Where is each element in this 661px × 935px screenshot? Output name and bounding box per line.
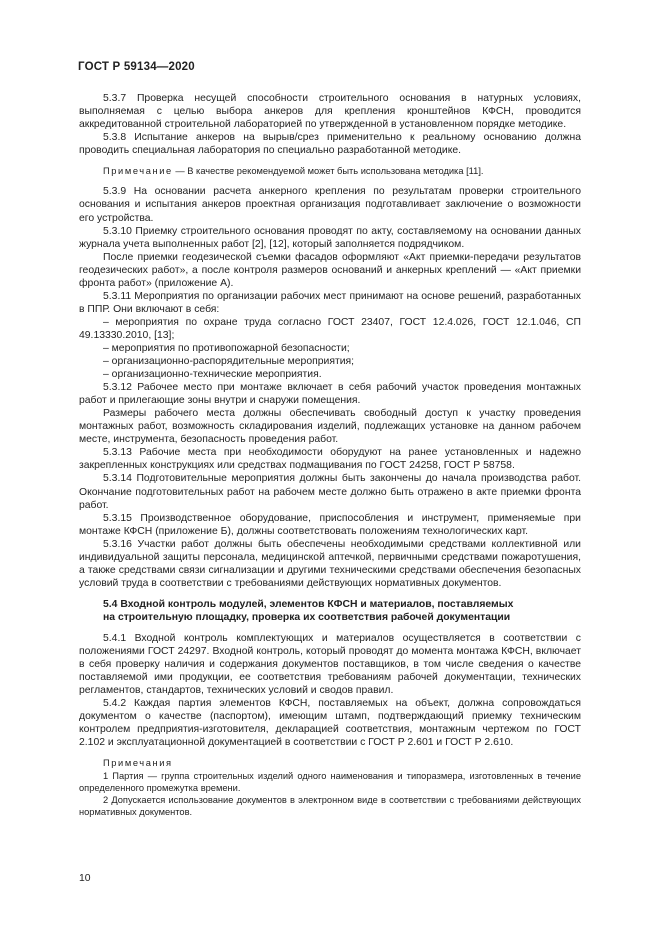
note-item: 2 Допускается использование документов в электронном виде в соответствии с требованиями действующих нормативных документов. [79,795,581,818]
note-5-3-8 [79,165,581,177]
paragraph-5-3-11: 5.3.11 Мероприятия по организации рабочих мест принимают на основе решений, разработанных в ППР. Они включают в себя: [79,290,581,315]
paragraph-5-3-7: 5.3.7 Проверка несущей способности строительного основания в натурных условиях, выполняемая с целью выбора анкеров для крепления кронштейнов КФСН, проводится аккредитованной строительной лабораторией по утвержденной в установленном порядке методике. [79,93,581,131]
paragraph-5-3-12: 5.3.12 Рабочее место при монтаже включает в себя рабочий участок проведения монтажных работ и прилегающие зоны внутри и снаружи помещения. [79,382,581,407]
notes-label: Примечания [103,758,173,769]
paragraph-5-3-12-continued: Размеры рабочего места должны обеспечивать свободный доступ к участку проведения монтажных работ, возможность складирования изделий, подлежащих установке на данном рабочем месте, инструмента, безопасность проведения работ. [79,408,581,446]
list-item: – мероприятия по противопожарной безопасности; [103,343,350,354]
heading-line-1: 5.4 Входной контроль модулей, элементов КФСН и материалов, поставляемых [103,598,514,610]
list-item: – организационно-технические мероприятия. [103,369,322,381]
heading-line-2: на строительную площадку, проверка их соответствия рабочей документации [103,611,511,623]
paragraph-5-4-2: 5.4.2 Каждая партия элементов КФСН, поставляемых на объект, должна сопровождаться документом о качестве (паспортом), имеющим штамп, подтверждающий приемку техническим контролем предприятия-изготовителя, декларацией соответствия, монтажным чертежом по ГОСТ 2.102 и эксплуатационной документацией в соответствии с ГОСТ Р 2.601 и ГОСТ Р 2.610. [79,698,581,749]
paragraph-5-3-16: 5.3.16 Участки работ должны быть обеспечены необходимыми средствами коллективной или индивидуальной защиты персонала, медицинской аптечкой, первичными средствами пожаротушения, а также средствами связи сигнализации и другими техническими средствами обеспечения безопасных условий труда в соответствии с требованиями действующих нормативных документов. [79,538,581,589]
note-text: — В качестве рекомендуемой может быть использована методика [11]. [172,166,484,177]
notes-heading [79,757,581,769]
paragraph-5-3-10: 5.3.10 Приемку строительного основания проводят по акту, составляемому на основании данных журнала учета выполненных работ [2], [12], который заполняется подрядчиком. [79,225,581,250]
paragraph-5-3-10-continued: После приемки геодезической съемки фасадов оформляют «Акт приемки-передачи результатов геодезических работ», а после контроля размеров оснований и анкерных креплений — «Акт приемки фронта работ» (приложение А). [79,251,581,289]
paragraph-5-3-15: 5.3.15 Производственное оборудование, приспособления и инструмент, применяемые при монтаже КФСН (приложение Б), должны соответствовать положениям технологических карт. [79,512,581,537]
list-item: – организационно-распорядительные мероприятия; [103,356,355,368]
paragraph-5-3-13: 5.3.13 Рабочие места при необходимости оборудуют на ранее установленных и надежно закрепленных конструкциях или средствах подмащивания по ГОСТ 24258, ГОСТ Р 58758. [79,447,581,472]
paragraph-5-3-8: 5.3.8 Испытание анкеров на вырыв/срез применительно к реальному основанию должна проводить специальная лаборатория по специально разработанной методике. [79,132,581,157]
page-number: 10 [79,873,91,884]
document-body [79,92,581,818]
paragraph-5-3-14: 5.3.14 Подготовительные мероприятия должны быть закончены до начала производства работ. Окончание подготовительных работ на рабочем месте должно быть отражено в акте приемки фронта работ. [79,473,581,511]
section-heading-5-4 [79,598,581,624]
note-item: 1 Партия — группа строительных изделий одного наименования и типоразмера, изготовленных в течение определенного промежутка времени. [79,770,581,793]
paragraph-5-4-1: 5.4.1 Входной контроль комплектующих и материалов осуществляется в соответствии с положениями ГОСТ 24297. Входной контроль, который проводят до момента монтажа КФСН, включает в себя проверку наличия и содержания документов поставщиков, в том числе сведения о качестве поставляемой ими продукции, ее соответствия требованиям рабочей документации, технических регламентов, стандартов, технических условий и сводов правил. [79,632,581,697]
list-item: – мероприятия по охране труда согласно ГОСТ 23407, ГОСТ 12.4.026, ГОСТ 12.1.046, СП 49.13330.2010, [13]; [79,316,581,341]
note-label: Примечание [103,166,173,177]
document-header: ГОСТ Р 59134—2020 [78,61,195,73]
paragraph-5-3-9: 5.3.9 На основании расчета анкерного крепления по результатам проверки строительного основания и испытания анкеров проектная организация подготавливает заключение о возможности его устройства. [79,186,581,224]
